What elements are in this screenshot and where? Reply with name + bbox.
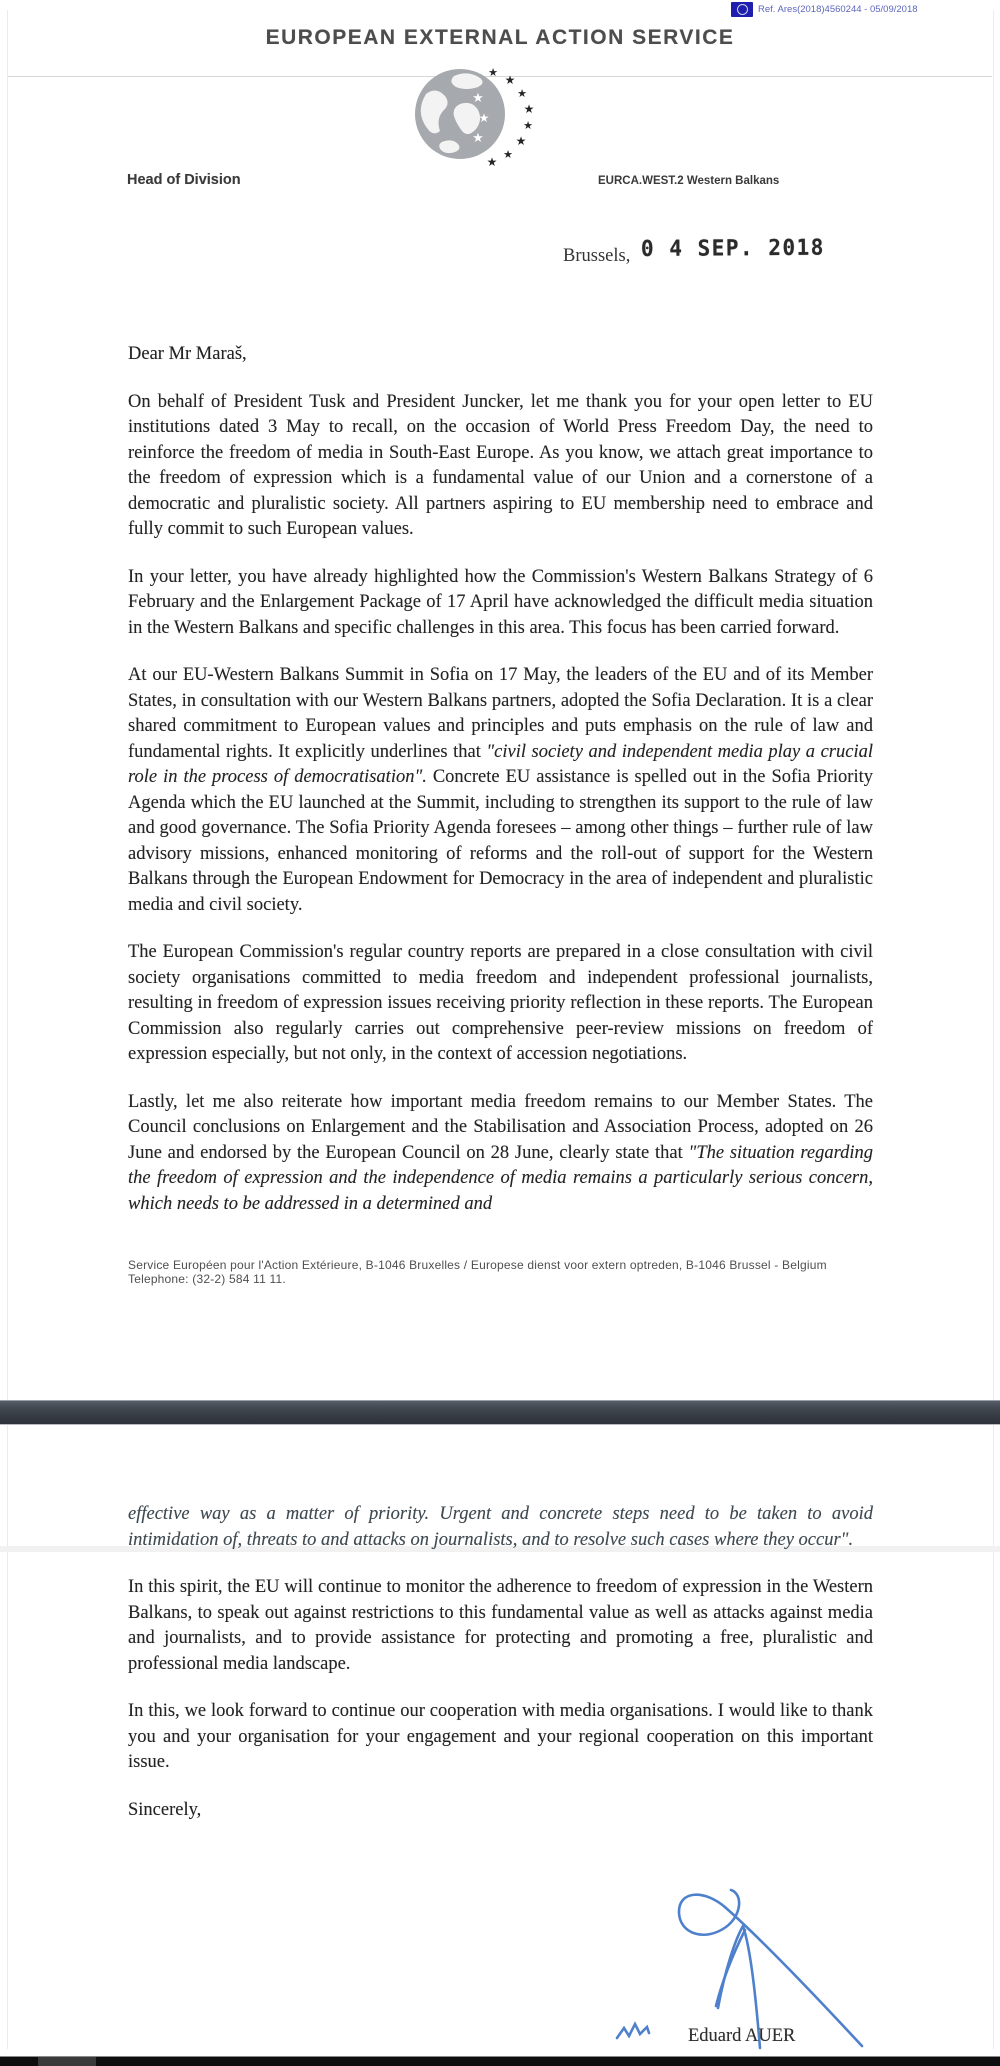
paragraph-4: The European Commission's regular country reports are prepared in a close consultation with civil society organisations committed to media freedom and independent professional journalists, resulting in freedom of expression issues receiving priority reflection in these reports. The European Commission also regularly carries out comprehensive peer-review missions on freedom of expression especially, but not only, in the context of accession negotiations.: [128, 942, 873, 1064]
division-name: EURCA.WEST.2 Western Balkans: [598, 175, 780, 187]
eu-ares-stamp-icon: [731, 2, 753, 17]
paragraph-6-quote-continuation: effective way as a matter of priority. Urgent and concrete steps need to be taken to avoid intimidation of, threats to and attacks on journalists, and to resolve such cases where they occur".: [128, 1504, 873, 1550]
salutation: Dear Mr Maraš,: [128, 344, 247, 364]
paragraph-3-text: At our EU-Western Balkans Summit in Sofia on 17 May, the leaders of the EU and of its Member States, in consultation with our Western Balkans partners, adopted the Sofia Declaration. It is a clear shared commitment to European values and principles and puts emphasis on the rule of law and fundamental rights. It explicitly underlines that: [128, 665, 873, 762]
scan-edge-right: [993, 10, 994, 2049]
paragraph-2: In your letter, you have already highlighted how the Commission's Western Balkans Strategy of 6 February and the Enlargement Package of 17 April have acknowledged the difficult media situation in the Western Balkans and specific challenges in this area. This focus has been carried forward.: [128, 566, 873, 638]
svg-text:★: ★: [517, 88, 527, 100]
svg-text:★: ★: [488, 67, 498, 79]
date-stamp: 0 4 SEP. 2018: [640, 234, 825, 262]
paragraph-5: [128, 1090, 873, 1218]
svg-text:★: ★: [486, 155, 498, 168]
paragraph-5-quote: "The situation regarding the freedom of expression and the independence of media remains a particularly serious concern, which needs to be addressed in a determined and: [128, 1142, 873, 1214]
closing: Sincerely,: [128, 1799, 202, 1820]
svg-text:★: ★: [472, 130, 484, 145]
svg-text:★: ★: [504, 73, 516, 87]
svg-text:★: ★: [523, 102, 535, 116]
svg-text:★: ★: [523, 120, 533, 132]
paragraph-3-text-cont: Concrete EU assistance is spelled out in the Sofia Priority Agenda which the EU launched at the Summit, including to strengthen its support to the rule of law and good governance. The Sofia Priority Agenda foresees – among other things – further rule of law advisory missions, enhanced monitoring of reforms and the roll-out of support for the Western Balkans through the European Endowment for Democracy in the area of independent and pluralistic media and civil society.: [128, 767, 873, 915]
paragraph-3-quote: "civil society and independent media play a crucial role in the process of democratisation".: [128, 741, 873, 787]
ares-ref-text: Ref. Ares(2018)4560244 - 05/09/2018: [758, 4, 918, 15]
eeas-globe-stars-logo: [398, 64, 548, 168]
sender-role: Head of Division: [127, 172, 241, 188]
letterhead-title: EUROPEAN EXTERNAL ACTION SERVICE: [265, 26, 735, 49]
page1-footer: [128, 1258, 918, 1286]
paragraph-3: [128, 663, 873, 918]
svg-text:★: ★: [515, 134, 527, 148]
paragraph-7: In this spirit, the EU will continue to monitor the adherence to freedom of expression in the Western Balkans, to speak out against restrictions to this fundamental value as well as attacks against media and journalists, and to provide assistance for protecting and promoting a free, pluralistic and professional media landscape.: [128, 1577, 873, 1674]
dateline-city: Brussels,: [563, 246, 631, 266]
paragraph-5-text: Lastly, let me also reiterate how important media freedom remains to our Member States. The Council conclusions on Enlargement and the Stabilisation and Association Process, adopted on 26 June and endorsed by the European Council on 28 June, clearly state that: [128, 1091, 873, 1163]
svg-text:★: ★: [503, 149, 513, 161]
paragraph-8: In this, we look forward to continue our cooperation with media organisations. I would like to thank you and your organisation for your engagement and your regional cooperation on this important issue.: [128, 1701, 873, 1772]
svg-text:★: ★: [472, 90, 484, 105]
svg-text:★: ★: [478, 111, 490, 125]
footer-telephone: Telephone: (32-2) 584 11 11.: [128, 1272, 286, 1286]
ares-ref-banner: [731, 2, 918, 17]
page-separator-bar: [0, 1400, 1000, 1425]
footer-address: Service Européen pour l'Action Extérieure, B-1046 Bruxelles / Europese dienst voor extern optreden, B-1046 Brussel - Belgium: [128, 1258, 827, 1272]
paragraph-1: On behalf of President Tusk and President Juncker, let me thank you for your open letter to EU institutions dated 3 May to recall, on the occasion of World Press Freedom Day, the need to reinforce the freedom of media in South-East Europe. As you know, we attach great importance to the freedom of expression which is a fundamental value of our Union and a cornerstone of a democratic and pluralistic society. All partners aspiring to EU membership need to embrace and fully commit to such European values.: [128, 391, 873, 539]
letter-body-page1: [128, 342, 873, 1239]
scan-edge-left: [7, 10, 8, 2049]
letter-body-page2: [128, 1502, 873, 1845]
signer-name: Eduard AUER: [688, 2026, 796, 2046]
